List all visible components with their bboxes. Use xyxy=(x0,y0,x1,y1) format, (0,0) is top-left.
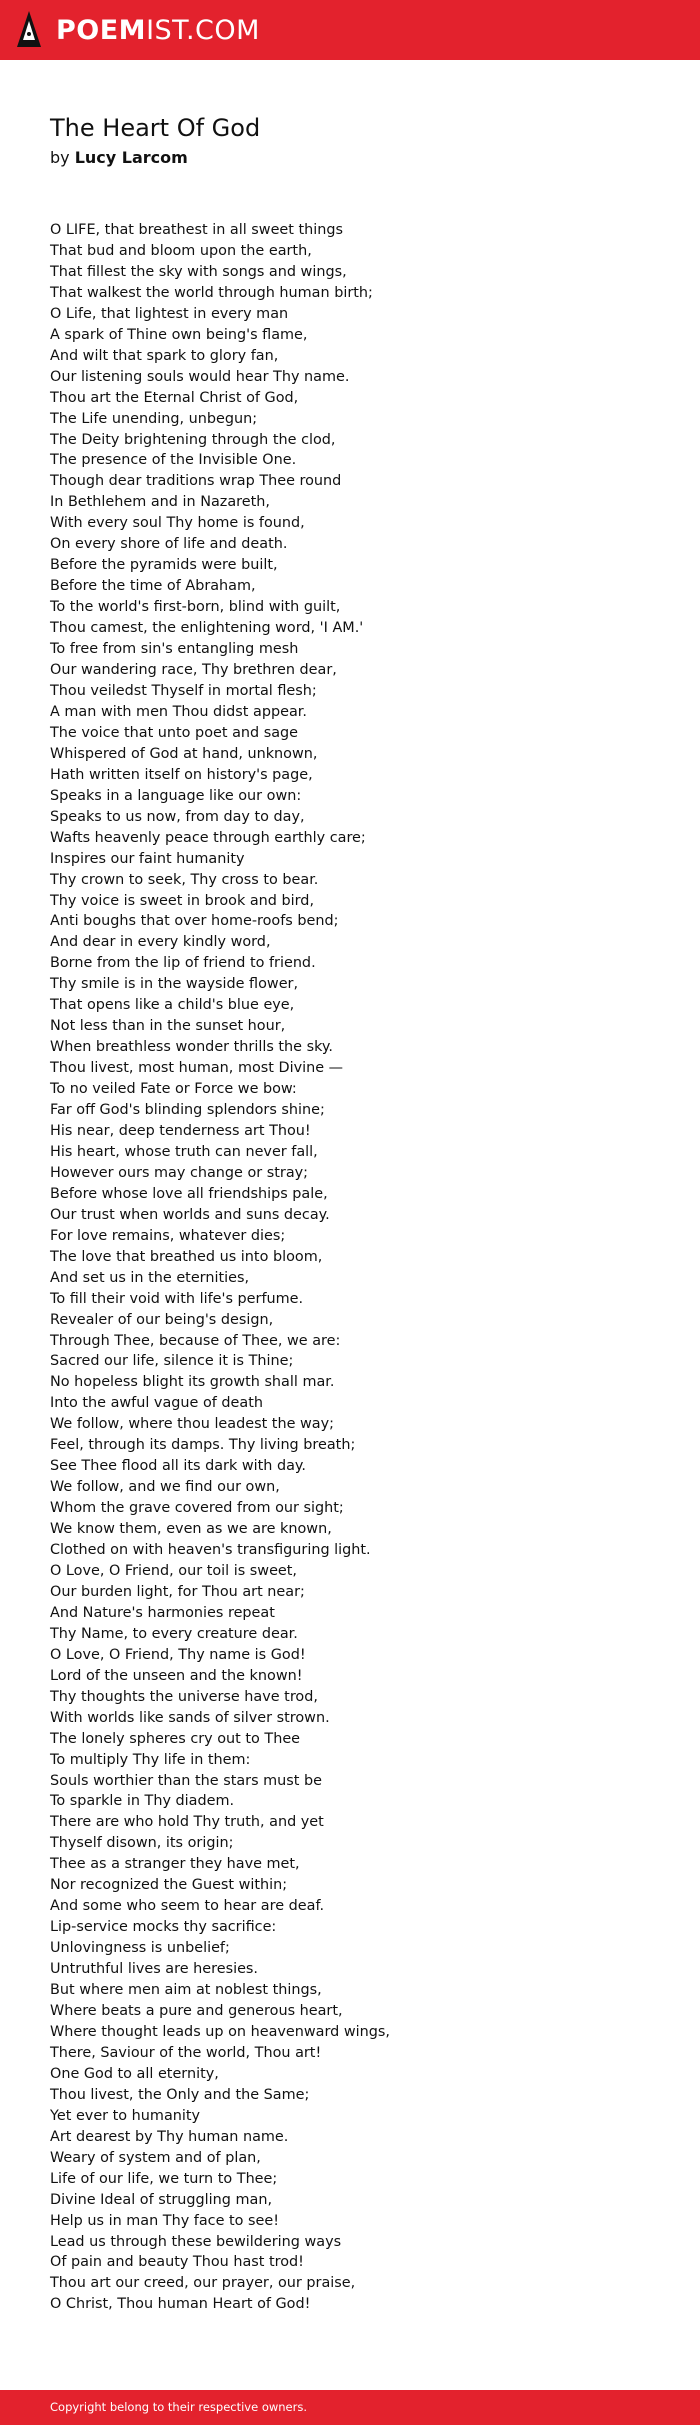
poem-line: Weary of system and of plan, xyxy=(50,2149,261,2166)
site-footer xyxy=(0,2390,700,2425)
poem-line: Before the time of Abraham, xyxy=(50,578,256,595)
poem-content xyxy=(50,112,650,2315)
poem-line: Inspires our faint humanity xyxy=(50,850,245,867)
poem-line: Thou art our creed, our prayer, our praise, xyxy=(50,2275,356,2292)
poem-line: Thou camest, the enlightening word, 'I AM.' xyxy=(50,620,364,637)
poem-line: No hopeless blight its growth shall mar. xyxy=(50,1374,335,1391)
poem-line: Speaks in a language like our own: xyxy=(50,787,302,804)
poem-line: With every soul Thy home is found, xyxy=(50,515,305,532)
poem-title: The Heart Of God xyxy=(50,114,261,142)
poem-line: O Christ, Thou human Heart of God! xyxy=(50,2296,311,2313)
pen-nib-icon xyxy=(16,10,42,50)
poem-line: Divine Ideal of struggling man, xyxy=(50,2191,273,2208)
by-label: by xyxy=(50,148,70,167)
poem-line: For love remains, whatever dies; xyxy=(50,1227,286,1244)
poem-line: To no veiled Fate or Force we bow: xyxy=(50,1081,297,1098)
poem-line: With worlds like sands of silver strown. xyxy=(50,1709,330,1726)
poem-line: Lip-service mocks thy sacrifice: xyxy=(50,1919,277,1936)
site-logo[interactable] xyxy=(16,0,260,60)
poem-line: Lord of the unseen and the known! xyxy=(50,1667,303,1684)
poem-line: Our listening souls would hear Thy name. xyxy=(50,368,350,385)
byline xyxy=(50,148,650,168)
poem-line: Souls worthier than the stars must be xyxy=(50,1772,322,1789)
poem-line: That bud and bloom upon the earth, xyxy=(50,242,312,259)
poem-line: And wilt that spark to glory fan, xyxy=(50,347,279,364)
poem-line: One God to all eternity, xyxy=(50,2065,219,2082)
poem-line: The love that breathed us into bloom, xyxy=(50,1248,323,1265)
poem-line: To sparkle in Thy diadem. xyxy=(50,1793,235,1810)
poem-line: Before the pyramids were built, xyxy=(50,557,278,574)
poem-line: Whispered of God at hand, unknown, xyxy=(50,745,318,762)
poem-line: Thy thoughts the universe have trod, xyxy=(50,1688,318,1705)
poem-line: Anti boughs that over home-roofs bend; xyxy=(50,913,339,930)
poem-line: Thy voice is sweet in brook and bird, xyxy=(50,892,315,909)
poem-line: And set us in the eternities, xyxy=(50,1269,250,1286)
poem-line: There are who hold Thy truth, and yet xyxy=(50,1814,324,1831)
poem-line: A spark of Thine own being's flame, xyxy=(50,326,308,343)
poem-line: Far off God's blinding splendors shine; xyxy=(50,1102,325,1119)
poem-line: There, Saviour of the world, Thou art! xyxy=(50,2044,322,2061)
poem-line: We follow, and we find our own, xyxy=(50,1479,280,1496)
logo-text xyxy=(56,14,260,46)
poem-line: Thou veiledst Thyself in mortal flesh; xyxy=(50,682,317,699)
poem-line: Help us in man Thy face to see! xyxy=(50,2212,280,2229)
poem-line: O Love, O Friend, Thy name is God! xyxy=(50,1646,306,1663)
site-header xyxy=(0,0,700,60)
poem-line: Whom the grave covered from our sight; xyxy=(50,1500,344,1517)
poem-line: Lead us through these bewildering ways xyxy=(50,2233,342,2250)
logo-text-bold: POEM xyxy=(56,14,147,46)
poem-line: To the world's first-born, blind with guilt, xyxy=(50,599,341,616)
poem-line: Thy Name, to every creature dear. xyxy=(50,1625,298,1642)
poem-line: A man with men Thou didst appear. xyxy=(50,703,307,720)
poem-line: And Nature's harmonies repeat xyxy=(50,1604,275,1621)
poem-line: In Bethlehem and in Nazareth, xyxy=(50,494,270,511)
poem-line: Nor recognized the Guest within; xyxy=(50,1877,288,1894)
logo-text-light: IST.COM xyxy=(146,14,260,46)
poem-line: Clothed on with heaven's transfiguring light. xyxy=(50,1542,371,1559)
poem-line: Speaks to us now, from day to day, xyxy=(50,808,305,825)
poem-line: The lonely spheres cry out to Thee xyxy=(50,1730,301,1747)
poem-line: Hath written itself on history's page, xyxy=(50,766,313,783)
poem-line: Thyself disown, its origin; xyxy=(50,1835,234,1852)
poem-line: Our trust when worlds and suns decay. xyxy=(50,1206,330,1223)
poem-line: Yet ever to humanity xyxy=(50,2107,201,2124)
poem-line: And dear in every kindly word, xyxy=(50,934,271,951)
poem-line: Thy smile is in the wayside flower, xyxy=(50,976,299,993)
poem-line: See Thee flood all its dark with day. xyxy=(50,1458,306,1475)
poem-line: Unlovingness is unbelief; xyxy=(50,1940,230,1957)
poem-line: But where men aim at noblest things, xyxy=(50,1982,322,1999)
poem-line: To fill their void with life's perfume. xyxy=(50,1290,304,1307)
poem-line: Thee as a stranger they have met, xyxy=(50,1856,300,1873)
poem-line: His heart, whose truth can never fall, xyxy=(50,1143,318,1160)
poem-line: Thou livest, the Only and the Same; xyxy=(50,2086,310,2103)
poem-line: Borne from the lip of friend to friend. xyxy=(50,955,316,972)
poem-line: Thy crown to seek, Thy cross to bear. xyxy=(50,871,319,888)
poem-line: The Life unending, unbegun; xyxy=(50,410,258,427)
poem-line: Before whose love all friendships pale, xyxy=(50,1185,328,1202)
poem-line: When breathless wonder thrills the sky. xyxy=(50,1039,333,1056)
author-name[interactable]: Lucy Larcom xyxy=(74,148,188,167)
poem-line: Into the awful vague of death xyxy=(50,1395,263,1412)
copyright-text: Copyright belong to their respective owners. xyxy=(50,2400,308,2414)
poem-line: Where thought leads up on heavenward wings, xyxy=(50,2023,390,2040)
poem-line: Our burden light, for Thou art near; xyxy=(50,1583,305,1600)
poem-line: However ours may change or stray; xyxy=(50,1164,309,1181)
poem-line: That walkest the world through human birth; xyxy=(50,284,373,301)
poem-line: We know them, even as we are known, xyxy=(50,1521,332,1538)
poem-line: Not less than in the sunset hour, xyxy=(50,1018,286,1035)
poem-line: Thou livest, most human, most Divine — xyxy=(50,1060,344,1077)
poem-line: Wafts heavenly peace through earthly care; xyxy=(50,829,366,846)
poem-line: Though dear traditions wrap Thee round xyxy=(50,473,342,490)
poem-line: To free from sin's entangling mesh xyxy=(50,641,299,658)
poem-line: To multiply Thy life in them: xyxy=(50,1751,251,1768)
poem-line: O LIFE, that breathest in all sweet things xyxy=(50,222,344,238)
poem-line: Revealer of our being's design, xyxy=(50,1311,274,1328)
poem-line: His near, deep tenderness art Thou! xyxy=(50,1122,311,1139)
poem-line: O Life, that lightest in every man xyxy=(50,305,289,322)
poem-line: Our wandering race, Thy brethren dear, xyxy=(50,662,337,679)
poem-line: On every shore of life and death. xyxy=(50,536,288,553)
poem-line: And some who seem to hear are deaf. xyxy=(50,1898,325,1915)
poem-line: O Love, O Friend, our toil is sweet, xyxy=(50,1563,297,1579)
poem-line: That opens like a child's blue eye, xyxy=(50,997,295,1014)
poem-line: Untruthful lives are heresies. xyxy=(50,1961,258,1978)
poem-line: Feel, through its damps. Thy living breath; xyxy=(50,1437,356,1454)
poem-line: Through Thee, because of Thee, we are: xyxy=(50,1332,341,1349)
poem-line: The voice that unto poet and sage xyxy=(50,724,299,741)
poem-line: We follow, where thou leadest the way; xyxy=(50,1416,334,1433)
poem-line: The Deity brightening through the clod, xyxy=(50,431,336,448)
poem-line: The presence of the Invisible One. xyxy=(50,452,297,469)
poem-line: Life of our life, we turn to Thee; xyxy=(50,2170,278,2187)
poem-line: Sacred our life, silence it is Thine; xyxy=(50,1353,294,1370)
poem-line: Of pain and beauty Thou hast trod! xyxy=(50,2254,304,2271)
poem-body xyxy=(50,220,650,2315)
poem-line: Thou art the Eternal Christ of God, xyxy=(50,389,299,406)
poem-line: That fillest the sky with songs and wings, xyxy=(50,263,347,280)
poem-line: Art dearest by Thy human name. xyxy=(50,2128,289,2145)
poem-line: Where beats a pure and generous heart, xyxy=(50,2003,343,2020)
